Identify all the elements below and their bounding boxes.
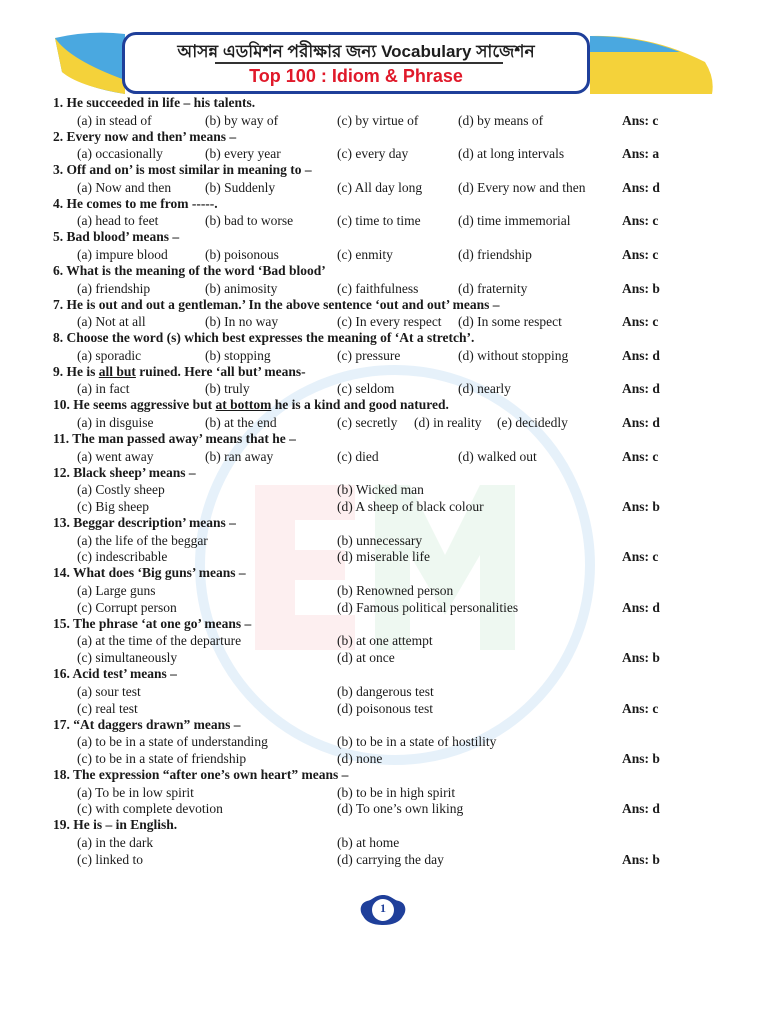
question-number: 10. [53, 397, 70, 413]
option-a: (a) went away [77, 448, 154, 464]
question-underlined-phrase: all but [98, 363, 136, 379]
question-number: 5. [53, 229, 64, 245]
option-d: (d) A sheep of black colour [337, 499, 484, 514]
options-row [0, 650, 768, 666]
question-number: 7. [53, 296, 64, 312]
option-c: (c) indescribable [77, 549, 168, 565]
question-number: 16. [53, 666, 70, 682]
question-15-text [53, 616, 251, 632]
answer-label: Ans: c [622, 700, 659, 716]
question-number: 12. [53, 464, 70, 480]
option-b: (b) dangerous test [337, 683, 434, 699]
page-footer [357, 892, 409, 928]
option-a: (a) head to feet [77, 213, 159, 229]
question-12-text [53, 465, 196, 481]
question-3-text [53, 162, 312, 178]
option-c: (c) linked to [77, 851, 143, 867]
question-text-part: ruined. Here ‘all but’ means- [135, 363, 306, 379]
option-d: (d) nearly [458, 381, 511, 397]
answer-label: Ans: c [622, 247, 659, 262]
option-b: (b) Renowned person [337, 583, 454, 598]
option-a: (a) Now and then [77, 179, 172, 195]
question-text-part: he is a kind and good natured. [271, 397, 449, 413]
page-header [0, 0, 768, 100]
option-b: (b) by way of [205, 112, 279, 128]
option-a: (a) sour test [77, 683, 141, 699]
question-7-text [53, 297, 500, 313]
option-a: (a) impure blood [77, 247, 168, 262]
header-title-box [122, 32, 590, 94]
question-10-text [53, 397, 449, 413]
question-text: Acid test’ means – [72, 666, 177, 682]
question-text: Every now and then’ means – [66, 128, 237, 144]
question-text: What does ‘Big guns’ means – [73, 565, 246, 581]
options-row [0, 113, 768, 129]
question-17-text [53, 717, 241, 733]
option-d: (d) To one’s own liking [337, 801, 464, 817]
option-b: (b) stopping [205, 347, 271, 363]
options-row [0, 600, 768, 616]
option-c: (c) time to time [337, 213, 421, 229]
question-11-text [53, 431, 296, 447]
question-text-part: He is [66, 363, 99, 379]
header-title-bn: আসন্ন এডমিশন পরীক্ষার জন্য Vocabulary সাজেশন [177, 42, 535, 61]
question-number: 15. [53, 615, 70, 631]
answer-label: Ans: b [622, 751, 660, 766]
option-c: (c) Big sheep [77, 499, 149, 514]
question-text: He succeeded in life – his talents. [66, 95, 256, 110]
option-a: (a) sporadic [77, 347, 142, 363]
answer-label: Ans: c [622, 314, 659, 330]
question-text: What is the meaning of the word ‘Bad blood’ [66, 263, 326, 278]
option-b: (b) unnecessary [337, 532, 423, 548]
options-row [0, 785, 768, 801]
option-d: (d) In some respect [458, 314, 562, 330]
options-row [0, 549, 768, 565]
options-row [0, 684, 768, 700]
question-text: The expression “after one’s own heart” means – [73, 767, 349, 782]
option-b: (b) at the end [205, 415, 277, 430]
option-a: (a) the life of the beggar [77, 532, 208, 548]
option-d: (d) none [337, 751, 383, 766]
option-a: (a) in disguise [77, 415, 154, 430]
options-row [0, 734, 768, 750]
option-b: (b) to be in a state of hostility [337, 734, 497, 750]
question-9-text [53, 364, 306, 380]
option-a: (a) in stead of [77, 112, 152, 128]
options-row [0, 633, 768, 649]
option-a: (a) at the time of the departure [77, 633, 242, 649]
question-number: 18. [53, 767, 70, 782]
option-c: (c) faithfulness [337, 280, 419, 296]
option-d: (d) at long intervals [458, 146, 565, 162]
option-d: (d) by means of [458, 112, 544, 128]
question-number: 3. [53, 162, 64, 178]
option-b: (b) at one attempt [337, 633, 433, 649]
options-row [0, 533, 768, 549]
options-row [0, 751, 768, 767]
option-c: (c) simultaneously [77, 650, 178, 666]
option-d: (d) Famous political personalities [337, 599, 519, 615]
question-number: 1. [53, 95, 64, 110]
option-c: (c) every day [337, 146, 409, 162]
question-number: 2. [53, 128, 64, 144]
option-d: (d) time immemorial [458, 213, 571, 229]
options-row [0, 247, 768, 263]
question-6-text [53, 263, 326, 279]
option-b: (b) every year [205, 146, 281, 162]
option-d: (d) walked out [458, 448, 537, 464]
question-text: He comes to me from -----. [66, 195, 218, 211]
option-b: (b) truly [205, 381, 250, 397]
options-row [0, 499, 768, 515]
options-row [0, 415, 768, 431]
option-a: (a) Not at all [77, 314, 146, 330]
question-underlined-phrase: at bottom [215, 397, 272, 413]
answer-label: Ans: d [622, 599, 660, 615]
option-c: (c) died [337, 448, 379, 464]
question-text: Off and on’ is most similar in meaning to – [66, 162, 312, 178]
answer-label: Ans: d [622, 179, 660, 195]
question-number: 14. [53, 565, 70, 581]
option-c: (c) In every respect [337, 314, 442, 330]
option-b: (b) Suddenly [205, 179, 276, 195]
page-number: 1 [380, 901, 386, 915]
option-c: (c) by virtue of [337, 112, 419, 128]
option-a: (a) in the dark [77, 835, 154, 850]
option-b: (b) In no way [205, 314, 279, 330]
option-a: (a) to be in a state of understanding [77, 734, 268, 750]
option-a: (a) friendship [77, 280, 151, 296]
options-row [0, 146, 768, 162]
answer-label: Ans: c [622, 448, 659, 464]
question-1-text [53, 95, 255, 111]
option-c: (c) to be in a state of friendship [77, 751, 247, 766]
question-13-text [53, 515, 236, 531]
option-b: (b) poisonous [205, 247, 279, 262]
option-d: (d) carrying the day [337, 851, 444, 867]
options-row [0, 835, 768, 851]
answer-label: Ans: c [622, 549, 659, 565]
option-d: (d) at once [337, 650, 395, 666]
option-d: (d) in reality [414, 415, 482, 430]
option-d: (d) Every now and then [458, 179, 586, 195]
header-subtitle: Top 100 : Idiom & Phrase [249, 66, 463, 86]
option-b: (b) Wicked man [337, 482, 424, 498]
options-row [0, 801, 768, 817]
options-row [0, 701, 768, 717]
option-b: (b) at home [337, 835, 400, 850]
question-number: 11. [53, 431, 70, 446]
options-row [0, 314, 768, 330]
answer-label: Ans: c [622, 213, 659, 229]
question-number: 8. [53, 330, 64, 346]
options-row [0, 348, 768, 364]
question-4-text [53, 196, 218, 212]
question-text: The man passed away’ means that he – [72, 431, 296, 446]
answer-label: Ans: a [622, 146, 660, 162]
question-number: 17. [53, 716, 70, 732]
question-number: 13. [53, 515, 70, 530]
answer-label: Ans: d [622, 415, 660, 430]
header-divider [215, 62, 503, 64]
options-row [0, 381, 768, 397]
question-text: He is out and out a gentleman.’ In the above sentence ‘out and out’ means – [66, 296, 500, 312]
option-d: (d) poisonous test [337, 700, 433, 716]
option-c: (c) Corrupt person [77, 599, 177, 615]
option-d: (d) miserable life [337, 549, 430, 565]
question-text: He is – in English. [73, 817, 178, 833]
option-c: (c) seldom [337, 381, 395, 397]
option-a: (a) Costly sheep [77, 482, 165, 498]
option-c: (c) pressure [337, 347, 401, 363]
question-14-text [53, 565, 246, 581]
question-18-text [53, 767, 348, 783]
options-row [0, 213, 768, 229]
answer-label: Ans: d [622, 347, 660, 363]
question-text: Choose the word (s) which best expresses the meaning of ‘At a stretch’. [66, 330, 475, 346]
option-b: (b) ran away [205, 448, 274, 464]
question-text: “At daggers drawn” means – [73, 716, 241, 732]
options-row [0, 852, 768, 868]
question-text: The phrase ‘at one go’ means – [73, 615, 252, 631]
option-e: (e) decidedly [497, 415, 568, 430]
option-c: (c) with complete devotion [77, 801, 223, 817]
option-a: (a) occasionally [77, 146, 163, 162]
option-a: (a) in fact [77, 381, 130, 397]
option-d: (d) without stopping [458, 347, 569, 363]
option-c: (c) secretly [337, 415, 398, 430]
question-2-text [53, 129, 236, 145]
options-row [0, 281, 768, 297]
option-c: (c) real test [77, 700, 138, 716]
option-b: (b) bad to worse [205, 213, 294, 229]
question-text-part: He seems aggressive but [73, 397, 216, 413]
question-number: 4. [53, 195, 64, 211]
option-d: (d) fraternity [458, 280, 528, 296]
option-b: (b) to be in high spirit [337, 784, 456, 800]
options-row [0, 482, 768, 498]
question-number: 19. [53, 817, 70, 833]
option-a: (a) To be in low spirit [77, 784, 194, 800]
question-19-text [53, 817, 177, 833]
options-row [0, 180, 768, 196]
option-c: (c) enmity [337, 247, 393, 262]
answer-label: Ans: b [622, 280, 660, 296]
question-text: Bad blood’ means – [66, 229, 180, 245]
answer-label: Ans: c [622, 112, 659, 128]
answer-label: Ans: d [622, 801, 660, 817]
option-d: (d) friendship [458, 247, 532, 262]
question-text: Beggar description’ means – [73, 515, 236, 530]
question-text: Black sheep’ means – [73, 464, 196, 480]
answer-label: Ans: b [622, 851, 660, 867]
question-8-text [53, 330, 474, 346]
question-number: 6. [53, 263, 64, 278]
answer-label: Ans: b [622, 650, 660, 666]
question-5-text [53, 229, 179, 245]
answer-label: Ans: b [622, 499, 660, 514]
question-number: 9. [53, 363, 64, 379]
options-row [0, 449, 768, 465]
question-16-text [53, 666, 177, 682]
answer-label: Ans: d [622, 381, 660, 397]
option-b: (b) animosity [205, 280, 278, 296]
option-c: (c) All day long [337, 179, 423, 195]
options-row [0, 583, 768, 599]
option-a: (a) Large guns [77, 583, 156, 598]
